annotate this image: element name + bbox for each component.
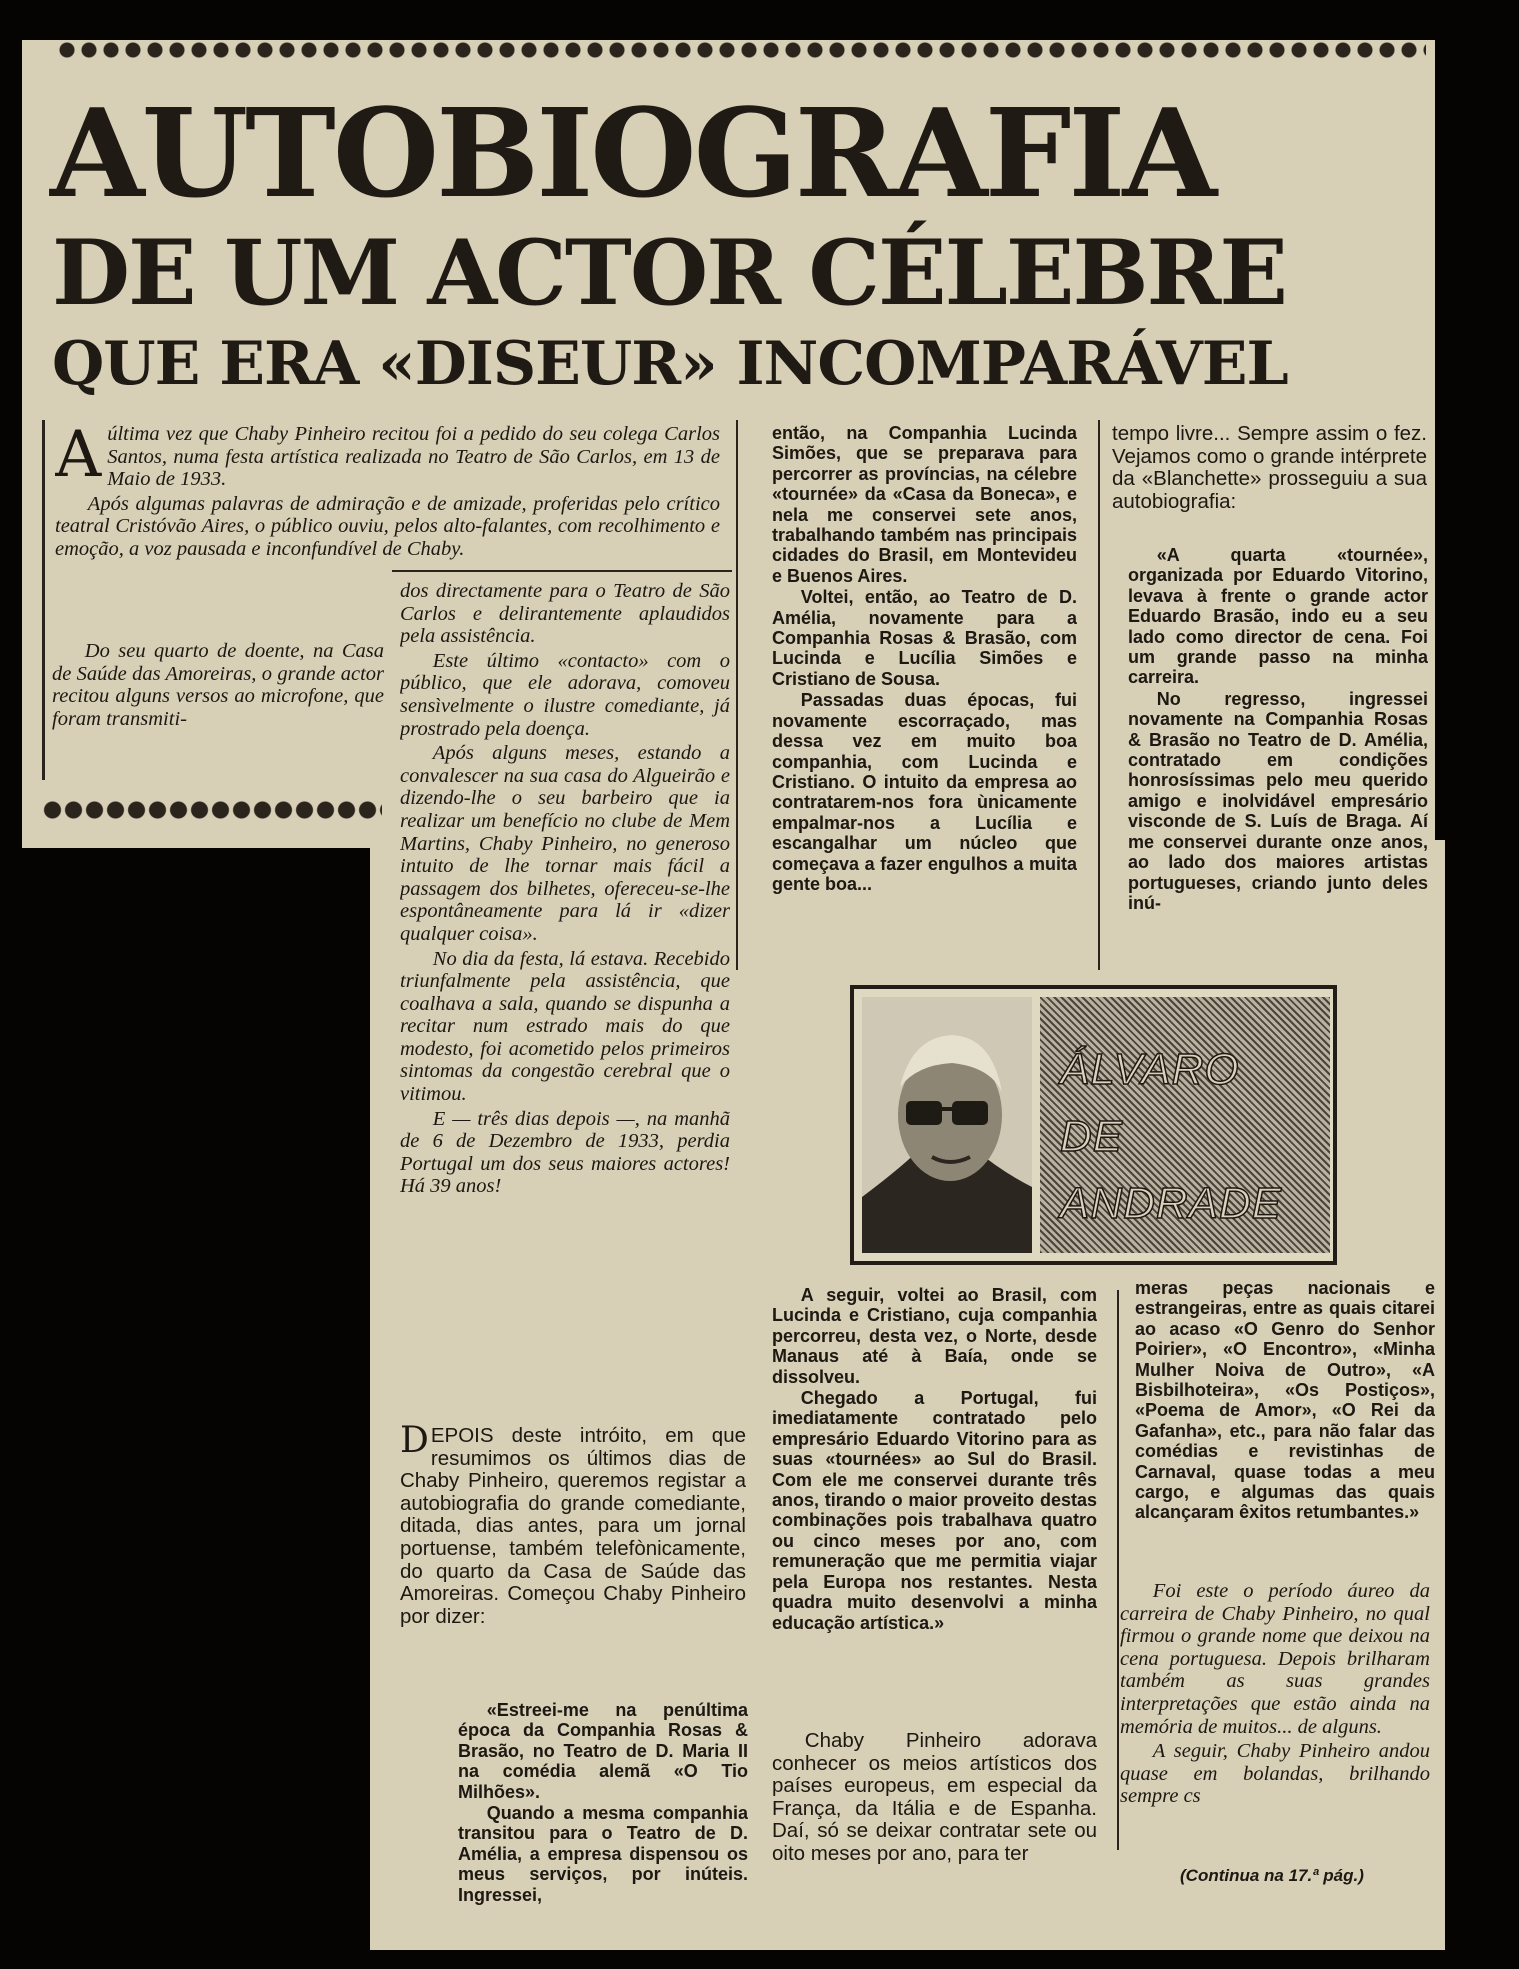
- column-rule: [42, 420, 45, 780]
- article-column-5: [772, 1285, 1097, 1725]
- paragraph: Quando a mesma companhia transitou para o Teatro de D. Amélia, a empresa dispensou os meus serviços, por inúteis. Ingressei,: [458, 1803, 748, 1905]
- article-column-1-top: [55, 423, 720, 573]
- column-rule: [1117, 1290, 1119, 1850]
- decorative-dot-border: [42, 797, 382, 823]
- paragraph: «Estreei-me na penúltima época da Companhia Rosas & Brasão, no Teatro de D. Maria II na comédia alemã «O Tio Milhões».: [458, 1700, 748, 1802]
- paragraph: última vez que Chaby Pinheiro recitou foi a pedido do seu colega Carlos Santos, numa festa artística realizada no Teatro de São Carlos, em 13 de Maio de 1933.: [107, 423, 720, 491]
- paragraph: Este último «contacto» com o público, que ele adorava, comoveu sensìvelmente o ilustre comediante, já prostrado pela doença.: [400, 649, 730, 740]
- paragraph: tempo livre... Sempre assim o fez. Vejamos como o grande intérprete da «Blanchette» prosseguiu a sua autobiografia:: [1112, 423, 1427, 513]
- paragraph: Após alguns meses, estando a convalescer na sua casa do Algueirão e dizendo-lhe o seu barbeiro que ia realizar um benefício no clube de Mem Martins, Chaby Pinheiro, no generoso intuito de lhe tornar mais fácil a passagem dos bilhetes, ofereceu-se-lhe espontâneamente para lá ir «dizer qualquer coisa».: [400, 742, 730, 945]
- article-column-1-bottom: [52, 640, 384, 790]
- paragraph: meras peças nacionais e estrangeiras, entre as quais citarei ao acaso «O Genro do Senhor Poirier», «O Encontro», «Minha Mulher Noiva de Outro», «A Bisbilhoteira», «Os Postiços», «Poema de Amor», «O Rei da Gafanha», etc., para não falar das comédias e revistinhas de Carnaval, quase todas a meu cargo, e algumas das quais alcançaram êxitos retumbantes.»: [1135, 1278, 1435, 1523]
- drop-cap: A: [55, 423, 102, 492]
- paragraph: então, na Companhia Lucinda Simões, que se preparava para percorrer as províncias, na célebre «tournée» da «Casa da Boneca», e nela me conservei sete anos, trabalhando também nas principais cidades do Brasil, em Montevideu e Buenos Aires.: [772, 423, 1077, 586]
- paragraph: No dia da festa, lá estava. Recebido triunfalmente pela assistência, que coalhava a sala, quando se dispunha a recitar num estrado mais do que modesto, foi acometido pelos primeiros sintomas da congestão cerebral que o vitimou.: [400, 947, 730, 1106]
- paragraph: «A quarta «tournée», organizada por Eduardo Vitorino, levava à frente o grande actor Eduardo Brasão, indo eu a seu lado como director de cena. Foi um grande passo na minha carreira.: [1128, 545, 1428, 688]
- article-column-4-intro: [1112, 423, 1427, 533]
- author-name-panel: [1040, 997, 1330, 1253]
- article-column-2: [400, 580, 730, 1420]
- paragraph: Chaby Pinheiro adorava conhecer os meios artísticos dos países europeus, em especial da França, da Itália e de Espanha. Daí, só se deixar contratar sete ou oito meses por ano, para ter: [772, 1730, 1097, 1865]
- column-rule: [736, 420, 738, 970]
- paragraph: dos directamente para o Teatro de São Carlos e delirantemente aplaudidos pela assistência.: [400, 580, 730, 648]
- drop-cap: D: [400, 1425, 429, 1461]
- column-rule: [1098, 420, 1100, 970]
- paragraph: Após algumas palavras de admiração e de amizade, proferidas pelo crítico teatral Cristóvão Aires, o público ouviu, pelos alto-falantes, com recolhimento e emoção, a voz pausada e inconfundível de Chaby.: [55, 492, 720, 560]
- article-column-2-body: [400, 1425, 746, 1705]
- paragraph: A seguir, voltei ao Brasil, com Lucinda e Cristiano, cuja companhia percorreu, desta vez, o Norte, desde Manaus até à Baía, onde se dissolveu.: [772, 1285, 1097, 1387]
- paragraph: Passadas duas épocas, fui novamente escorraçado, mas dessa vez em muito boa companhia, com Lucinda e Cristiano. O intuito da empresa ao contratarem-nos fora ùnicamente empalmar-nos a Lucília e escangalhar um núcleo que começava a fazer engulhos a muita gente boa...: [772, 690, 1077, 894]
- article-column-6: [1135, 1278, 1435, 1578]
- article-column-5-end: [772, 1730, 1097, 1930]
- article-column-4: [1128, 545, 1428, 965]
- continued-note: (Continua na 17.ª pág.): [1180, 1866, 1364, 1885]
- headline-line-2: DE UM ACTOR CÉLEBRE: [52, 220, 1286, 326]
- paragraph: No regresso, ingressei novamente na Companhia Rosas & Brasão no Teatro de D. Amélia, contratado em condições honrosíssimas pelo meu querido amigo e inolvidável empresário visconde de S. Luís de Braga. Aí me conservei durante onze anos, ao lado dos maiores artistas portugueses, criando junto deles inú-: [1128, 688, 1428, 913]
- article-column-2-quote: [458, 1700, 748, 1915]
- headline-line-3: QUE ERA «DISEUR» INCOMPARÁVEL: [52, 329, 1288, 399]
- author-name-last: ANDRADE: [1060, 1179, 1283, 1228]
- article-column-3: [772, 423, 1077, 978]
- paragraph: EPOIS deste intróito, em que resumimos os últimos dias de Chaby Pinheiro, queremos registar a autobiografia do grande comediante, ditada, dias antes, para um jornal portuense, também telefònicamente, do quarto da Casa de Saúde das Amoreiras. Começou Chaby Pinheiro por dizer:: [400, 1425, 746, 1628]
- paragraph: Voltei, então, ao Teatro de D. Amélia, novamente para a Companhia Rosas & Brasão, com Lucinda e Lucília Simões e Cristiano de Sousa.: [772, 587, 1077, 689]
- paragraph: A seguir, Chaby Pinheiro andou quase em bolandas, brilhando sempre cs: [1120, 1740, 1430, 1808]
- author-name-de: DE: [1060, 1112, 1124, 1161]
- article-column-6-end: [1120, 1580, 1430, 1865]
- paragraph: Foi este o período áureo da carreira de Chaby Pinheiro, no qual firmou o grande nome que deixou na cena portuguesa. Depois brilharam também as suas grandes interpretações que estão ainda na memória de muitos... de alguns.: [1120, 1580, 1430, 1738]
- headline-line-1: AUTOBIOGRAFIA: [50, 81, 1215, 225]
- author-name-first: ÁLVARO: [1060, 1045, 1240, 1094]
- paragraph: E — três dias depois —, na manhã de 6 de Dezembro de 1933, perdia Portugal um dos seus maiores actores! Há 39 anos!: [400, 1107, 730, 1198]
- paragraph: Chegado a Portugal, fui imediatamente contratado pelo empresário Eduardo Vitorino para as suas «tournées» ao Sul do Brasil. Com ele me conservei durante três anos, tirando o maior proveito destas combinações pois trabalhava quatro ou cinco meses por ano, com remuneração que me permitia viajar pela Europa nos restantes. Nesta quadra muito desenvolvi a minha educação artística.»: [772, 1388, 1097, 1633]
- author-photo-box: [850, 985, 1337, 1265]
- decorative-dot-border: [56, 36, 1426, 64]
- portrait-photo: [862, 997, 1032, 1253]
- paragraph: Do seu quarto de doente, na Casa de Saúde das Amoreiras, o grande actor recitou alguns versos ao microfone, que foram transmiti-: [52, 640, 384, 730]
